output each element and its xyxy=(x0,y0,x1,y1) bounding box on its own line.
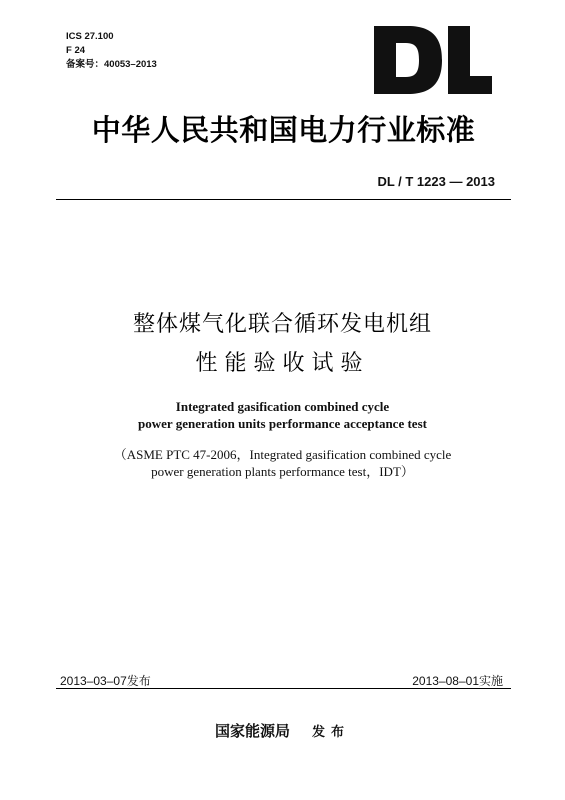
issuer xyxy=(0,720,565,741)
english-title-line-2: power generation units performance acceptance test xyxy=(138,416,427,431)
ccs-code: F 24 xyxy=(66,45,86,56)
implementation-date: 2013–08–01实施 xyxy=(412,674,503,688)
top-divider xyxy=(56,199,511,200)
standard-number: DL / T 1223 — 2013 xyxy=(377,174,495,189)
adopted-standard-line-2: power generation plants performance test，IDT） xyxy=(151,464,414,479)
filing-number: 备案号：40053–2013 xyxy=(66,59,157,70)
org-title: 中华人民共和国电力行业标准 xyxy=(91,113,476,147)
issue-date: 2013–03–07发布 xyxy=(60,674,151,688)
adopted-standard-line-1: （ASME PTC 47-2006，Integrated gasification combined cycle xyxy=(113,447,452,462)
english-title-line-1: Integrated gasification combined cycle xyxy=(175,399,390,414)
chinese-title-line-2: 性能验收试验 xyxy=(195,351,370,376)
bottom-divider xyxy=(56,688,511,689)
classification-info xyxy=(66,30,157,72)
dl-logo xyxy=(370,24,494,96)
issuer-name: 国家能源局 xyxy=(214,722,290,740)
chinese-title-line-1: 整体煤气化联合循环发电机组 xyxy=(132,312,432,337)
ics-code: ICS 27.100 xyxy=(66,31,114,42)
issuer-action: 发布 xyxy=(312,725,351,740)
